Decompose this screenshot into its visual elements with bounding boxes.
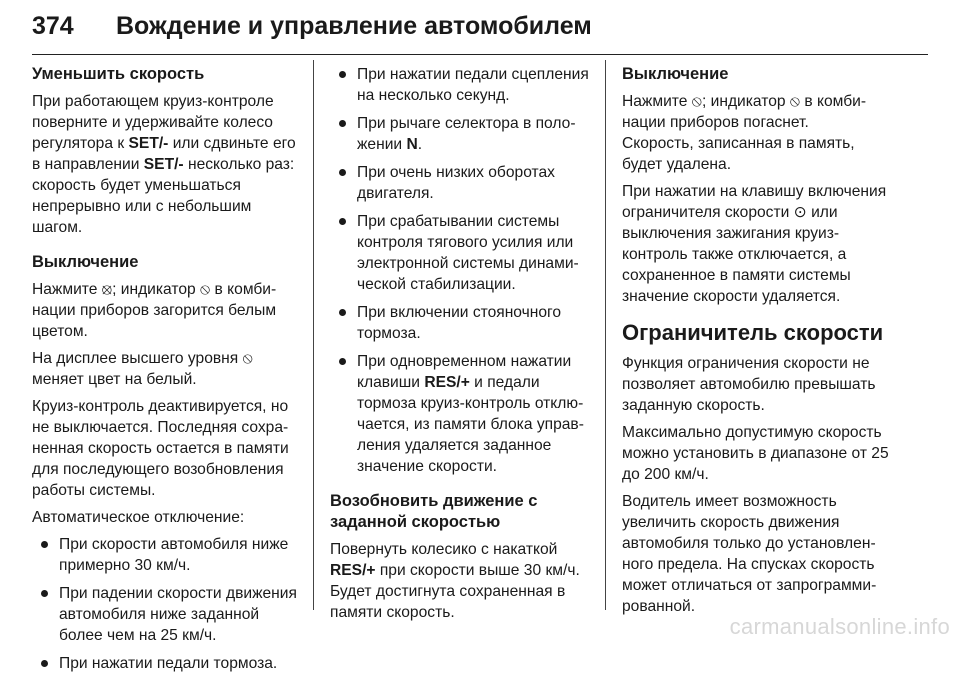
paragraph-limiter-max: Максимально допустимую скорость можно установить в диапазоне от 25 до 200 км/ч. — [622, 424, 889, 483]
text: в комбинации приборов погаснет. — [622, 93, 867, 131]
list-item: При падении скорости движения автомобиля ниже заданной более чем на 25 км/ч. — [32, 583, 304, 646]
text: и педали тормоза круиз-контроль отключается, из памяти блока управления удаляется заданное значение скорости. — [357, 374, 584, 475]
list-item — [330, 113, 602, 155]
list-item: При включении стояночного тормоза. — [330, 302, 602, 344]
auto-off-list-continued — [330, 64, 602, 477]
paragraph-display — [32, 348, 304, 390]
column-2 — [330, 64, 602, 629]
text: при скорости выше 30 км/ч. Будет достигнута сохраненная в памяти скорость. — [330, 562, 580, 621]
list-item: При нажатии педали сцепления на несколько секунд. — [330, 64, 602, 106]
paragraph-resume — [330, 539, 602, 623]
paragraph-memory-cleared: Скорость, записанная в память, будет удалена. — [622, 135, 855, 173]
text: На дисплее высшего уровня — [32, 350, 243, 367]
paragraph-auto-off: Автоматическое отключение: — [32, 509, 245, 526]
res-plus-key-label: RES/+ — [330, 562, 376, 579]
column-divider-2 — [605, 60, 606, 610]
list-item: При скорости автомобиля ниже примерно 30 км/ч. — [32, 534, 304, 576]
text: ; индикатор — [701, 93, 790, 110]
text: или сдвиньте его в направлении — [32, 135, 296, 173]
text: в комбинации приборов загорится белым цветом. — [32, 281, 277, 340]
cruise-indicator-icon: ⦸ — [691, 93, 702, 110]
gear-n-label: N — [406, 136, 418, 153]
page-title: Вождение и управление автомобилем — [116, 12, 592, 40]
paragraph-deactivate: Круиз-контроль деактивируется, но не выключается. Последняя сохраненная скорость остается в памяти для последующего возобновления работы системы. — [32, 398, 289, 499]
heading-reduce-speed: Уменьшить скорость — [32, 65, 205, 83]
heading-resume: Возобновить движение с заданной скоростью — [330, 492, 538, 531]
text: Повернуть колесико с накаткой — [330, 541, 558, 558]
text: Нажмите — [622, 93, 692, 110]
text: При рычаге селектора в положении — [357, 115, 576, 153]
heading-switch-off: Выключение — [32, 253, 139, 271]
page-number: 374 — [32, 12, 74, 40]
text: ; индикатор — [112, 281, 201, 298]
text: При одновременном нажатии клавиши — [357, 353, 572, 391]
text: несколько раз: скорость будет уменьшаться непрерывно или с небольшим шагом. — [32, 156, 295, 236]
auto-off-list — [32, 534, 304, 674]
speed-limiter-icon: ⊙ — [793, 204, 807, 221]
cruise-indicator-icon: ⦸ — [789, 93, 801, 110]
list-item: При очень низких оборотах двигателя. — [330, 162, 602, 204]
text: При нажатии на клавишу включения ограничителя скорости — [622, 183, 887, 221]
text: Нажмите — [32, 281, 102, 298]
cruise-indicator-icon: ⦸ — [200, 281, 211, 298]
paragraph-switch-off — [622, 91, 894, 133]
list-item: При срабатывании системы контроля тягового усилия или электронной системы динамической стабилизации. — [330, 211, 602, 295]
header-divider — [32, 54, 928, 55]
paragraph-limiter-driver: Водитель имеет возможность увеличить скорость движения автомобиля только до установленного предела. На спусках скорость может отличаться от запрограммированной. — [622, 493, 877, 615]
text: При работающем круиз-контроле поверните и удерживайте колесо регулятора к — [32, 93, 274, 152]
cruise-off-icon: ⦻ — [101, 281, 113, 298]
heading-speed-limiter: Ограничитель скорости — [622, 320, 884, 345]
paragraph-limiter-off — [622, 181, 894, 307]
list-item — [330, 351, 602, 477]
column-divider-1 — [313, 60, 314, 610]
cruise-indicator-icon: ⦸ — [242, 350, 253, 367]
res-plus-key-label: RES/+ — [424, 374, 470, 391]
text: меняет цвет на белый. — [32, 371, 197, 388]
set-minus-key-label: SET/- — [143, 156, 184, 173]
page-header — [32, 6, 928, 54]
heading-switch-off: Выключение — [622, 65, 729, 83]
paragraph-reduce-speed — [32, 91, 304, 238]
column-1 — [32, 64, 304, 681]
text: или выключения зажигания круиз-контроль также отключается, а сохраненное в памяти системы значение скорости удаляется. — [622, 204, 851, 305]
text: . — [417, 136, 423, 153]
list-item: При нажатии педали тормоза. — [32, 653, 304, 674]
paragraph-limiter-function: Функция ограничения скорости не позволяет автомобилю превышать заданную скорость. — [622, 355, 876, 414]
paragraph-switch-off — [32, 279, 304, 342]
column-3 — [622, 64, 894, 623]
set-minus-key-label: SET/- — [128, 135, 169, 152]
watermark: carmanualsonline.info — [729, 614, 950, 639]
